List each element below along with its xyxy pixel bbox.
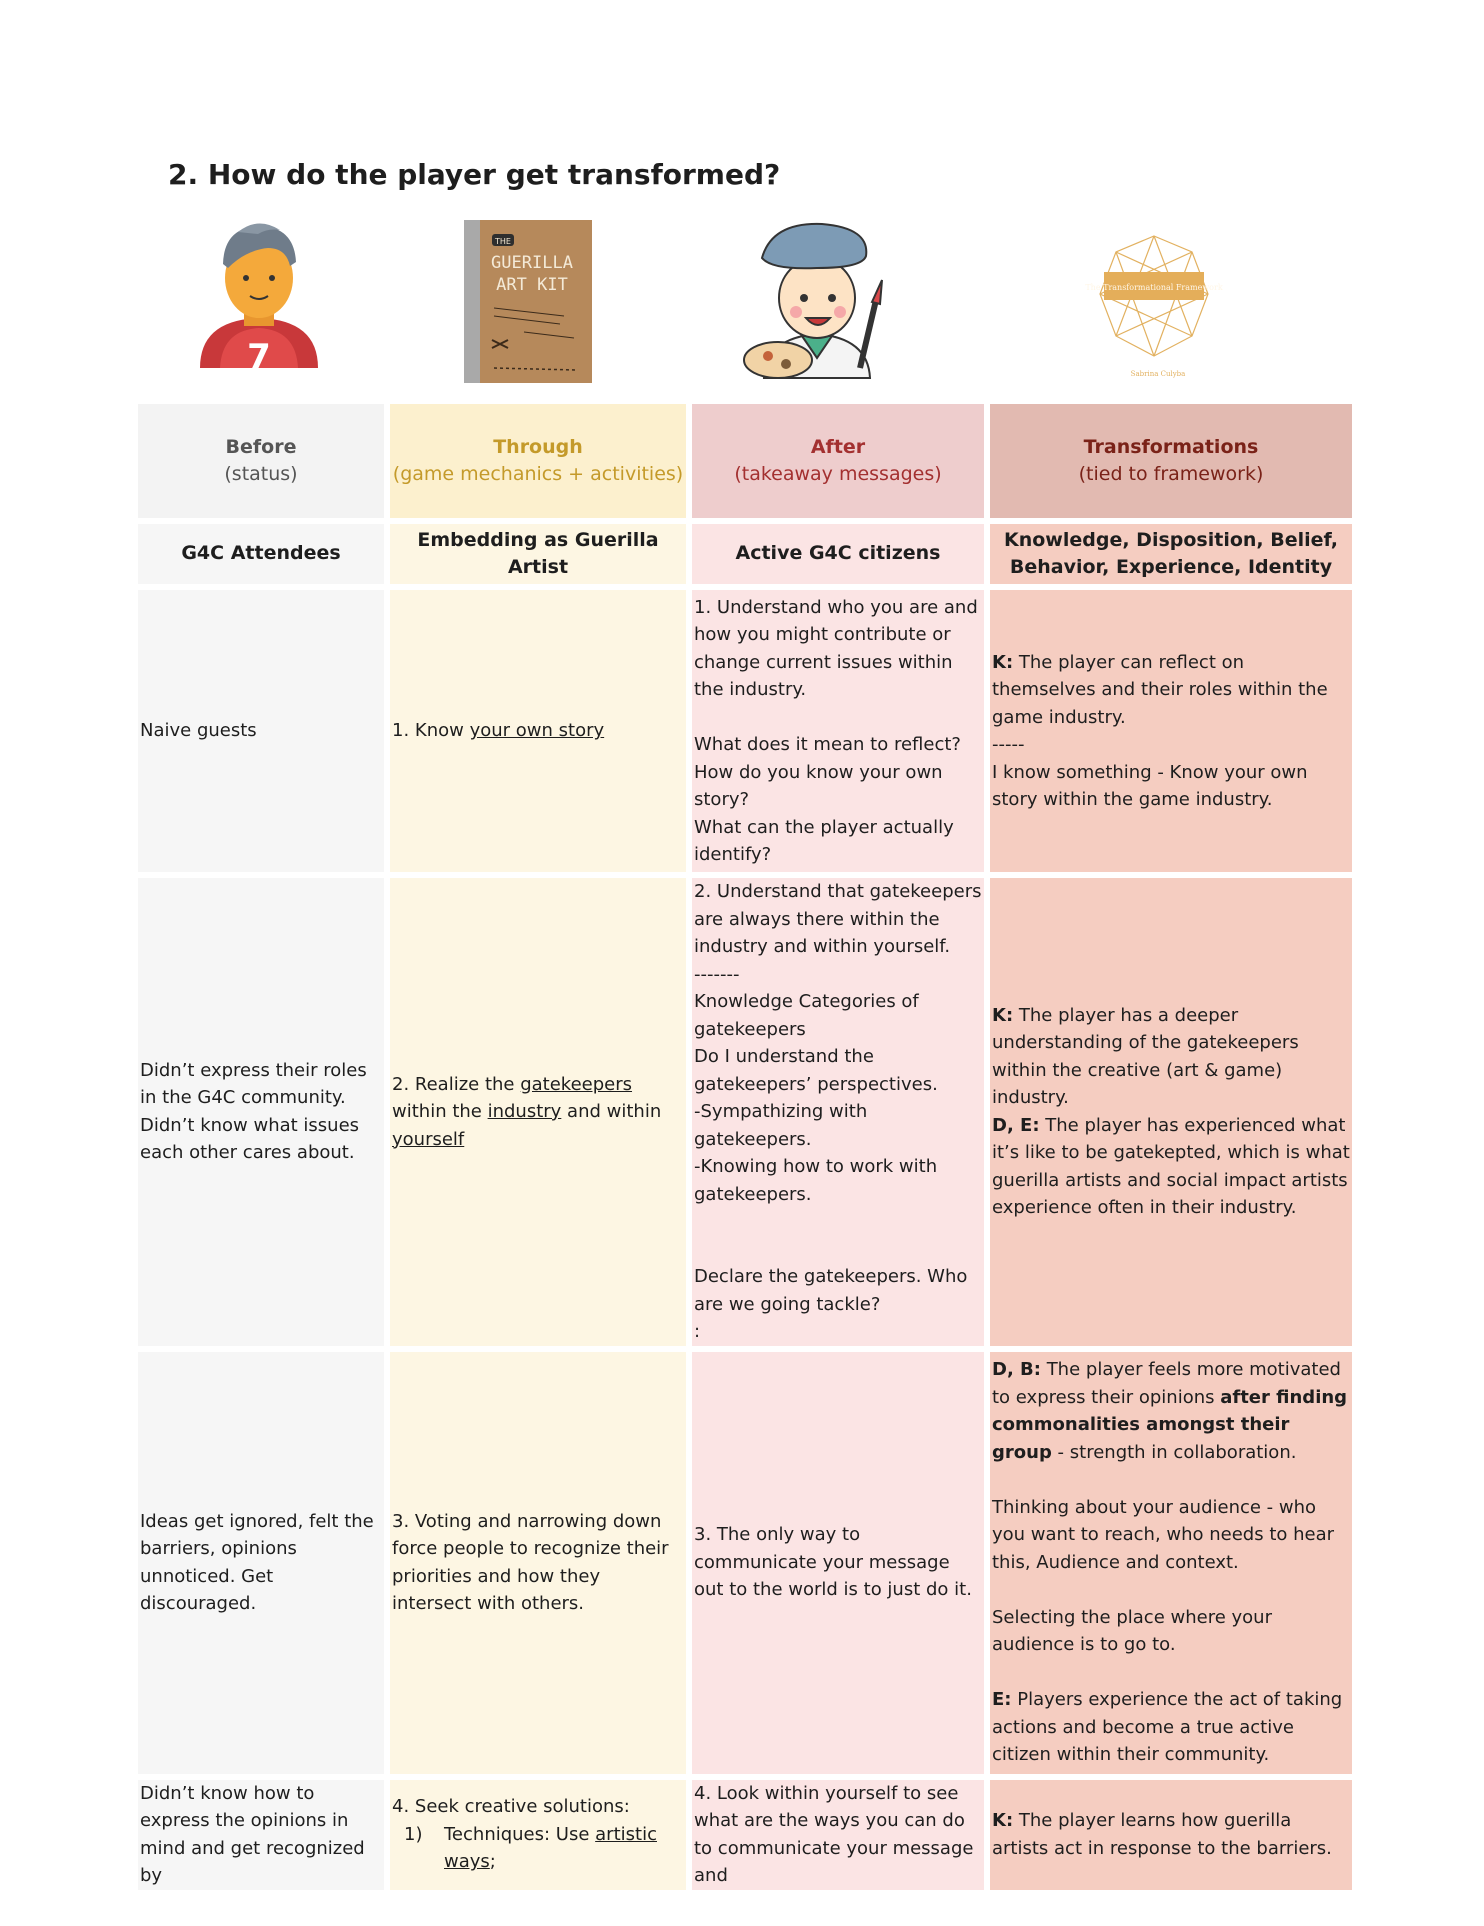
header-trans-sub: (tied to framework) — [1078, 463, 1264, 485]
table-row — [138, 590, 1352, 872]
row2-through-text: and within — [561, 1101, 662, 1122]
row2-after — [692, 878, 984, 1346]
row3-trans-e-label: E: — [992, 1689, 1012, 1711]
header-before — [138, 404, 384, 518]
framework-label: The Transformational Framework — [1085, 283, 1223, 292]
transformational-framework-icon — [1085, 232, 1223, 380]
row2-through-text: 2. Realize the — [392, 1073, 521, 1095]
row2-before: Didn’t express their roles in the G4C community. Didn’t know what issues each other cares about. — [138, 878, 384, 1346]
row1-through-text: 1. Know — [392, 720, 470, 742]
techniques-list — [392, 1821, 684, 1876]
row1-through-link: your own story — [469, 720, 605, 742]
header-before-sub: (status) — [224, 463, 298, 485]
table-row — [138, 1780, 1352, 1890]
row2-trans-de-text: The player has experienced what it’s like to be gatekepted, which is what guerilla artists and social impact artists experience often in their industry. — [992, 1114, 1350, 1219]
row1-after — [692, 590, 984, 872]
row2-after-line: : — [694, 1321, 701, 1342]
transformation-table — [132, 398, 1358, 1896]
list-item-end: ; — [489, 1851, 496, 1873]
row4-before: Didn’t know how to express the opinions in mind and get recognized by — [138, 1780, 384, 1890]
page-title: 2. How do the player get transformed? — [168, 158, 781, 191]
table-row — [138, 878, 1352, 1346]
row2-after-line: Knowledge Categories of gatekeepers — [694, 991, 919, 1040]
row1-through — [390, 590, 686, 872]
row2-through-link-gatekeepers: gatekeepers — [520, 1073, 633, 1095]
row4-trans — [990, 1780, 1352, 1890]
header-trans-title: Transformations — [1083, 436, 1259, 458]
header-after-title: After — [810, 436, 866, 458]
jersey-number: 7 — [247, 337, 271, 377]
row1-trans-k-label: K: — [992, 651, 1014, 673]
row4-through — [390, 1780, 686, 1890]
row3-trans-db-label: D, B: — [992, 1359, 1041, 1381]
list-item-link: artistic ways — [444, 1823, 657, 1873]
row3-after: 3. The only way to communicate your message out to the world is to just do it. — [692, 1352, 984, 1774]
row1-trans-k-text: The player can reflect on themselves and their roles within the game industry. — [992, 651, 1328, 728]
subheader-before: G4C Attendees — [138, 524, 384, 584]
row1-after-line: What can the player actually identify? — [694, 816, 954, 865]
header-through-sub: (game mechanics + activities) — [392, 463, 684, 485]
book-cover-art-kit: ART KIT — [496, 275, 568, 295]
row3-trans-place: Selecting the place where your audience is to go to. — [992, 1606, 1272, 1656]
list-item-number: 1) — [404, 1823, 423, 1845]
header-transformations — [990, 404, 1352, 518]
row3-trans — [990, 1352, 1352, 1774]
row4-through-intro: 4. Seek creative solutions: — [392, 1796, 630, 1818]
row1-trans-divider: ----- — [992, 734, 1025, 755]
row2-through-link-yourself: yourself — [392, 1128, 465, 1150]
row2-after-line: 2. Understand that gatekeepers are always there within the industry and within yourself. — [694, 881, 982, 957]
row3-trans-db-bold: after finding commonalities amongst their group — [992, 1386, 1348, 1463]
player-avatar-icon — [198, 218, 320, 377]
row3-trans-e-text: Players experience the act of taking actions and become a true active citizen within their community. — [992, 1689, 1343, 1766]
list-item — [404, 1821, 684, 1876]
header-after — [692, 404, 984, 518]
row2-trans — [990, 878, 1352, 1346]
row2-trans-de-label: D, E: — [992, 1114, 1040, 1136]
row4-after: 4. Look within yourself to see what are the ways you can do to communicate your message and — [692, 1780, 984, 1890]
header-through-title: Through — [493, 436, 583, 458]
row3-before: Ideas get ignored, felt the barriers, opinions unnoticed. Get discouraged. — [138, 1352, 384, 1774]
list-item-text: Techniques: Use — [444, 1823, 596, 1845]
book-cover-guerilla: GUERILLA — [491, 253, 573, 273]
header-after-sub: (takeaway messages) — [734, 463, 942, 485]
row2-through — [390, 878, 686, 1346]
row2-after-line: ------- — [694, 963, 740, 985]
row3-trans-db-text: - strength in collaboration. — [1051, 1441, 1297, 1463]
book-cover-the: THE — [495, 237, 511, 246]
header-through — [390, 404, 686, 518]
header-row — [138, 404, 1352, 518]
subheader-after: Active G4C citizens — [692, 524, 984, 584]
row2-after-line: Do I understand the gatekeepers’ perspectives. — [694, 1046, 938, 1095]
subheader-row — [138, 524, 1352, 584]
guerilla-art-kit-book-icon — [464, 220, 592, 383]
framework-author: Sabrina Culyba — [1130, 370, 1186, 378]
row2-through-link-industry: industry — [487, 1101, 562, 1122]
row2-trans-k-label: K: — [992, 1004, 1014, 1026]
subheader-trans: Knowledge, Disposition, Belief, Behavior, Experience, Identity — [990, 524, 1352, 584]
subheader-through: Embedding as Guerilla Artist — [390, 524, 686, 584]
row2-after-line: -Knowing how to work with gatekeepers. — [694, 1156, 938, 1205]
row3-through: 3. Voting and narrowing down force people to recognize their priorities and how they intersect with others. — [390, 1352, 686, 1774]
artist-painter-icon — [742, 218, 892, 378]
row2-trans-k-text: The player has a deeper understanding of the gatekeepers within the creative (art & game) industry. — [992, 1004, 1299, 1109]
table-row — [138, 1352, 1352, 1774]
row3-trans-audience: Thinking about your audience - who you want to reach, who needs to hear this, Audience and context. — [992, 1496, 1335, 1573]
header-before-title: Before — [225, 436, 297, 458]
row1-trans — [990, 590, 1352, 872]
row1-after-line: 1. Understand who you are and how you might contribute or change current issues within the industry. — [694, 596, 978, 700]
row4-trans-k-text: The player learns how guerilla artists act in response to the barriers. — [992, 1810, 1332, 1859]
row4-trans-k-label: K: — [992, 1810, 1014, 1831]
row1-trans-extra: I know something - Know your own story within the game industry. — [992, 761, 1308, 810]
row1-after-line: What does it mean to reflect? How do you know your own story? — [694, 734, 961, 810]
row3-trans-db-text: The player feels more motivated to express their opinions — [992, 1359, 1341, 1408]
row2-after-line: Declare the gatekeepers. Who are we going tackle? — [694, 1266, 968, 1315]
row2-through-text: within the — [392, 1101, 488, 1122]
row2-after-line: -Sympathizing with gatekeepers. — [694, 1101, 868, 1150]
row1-before: Naive guests — [138, 590, 384, 872]
